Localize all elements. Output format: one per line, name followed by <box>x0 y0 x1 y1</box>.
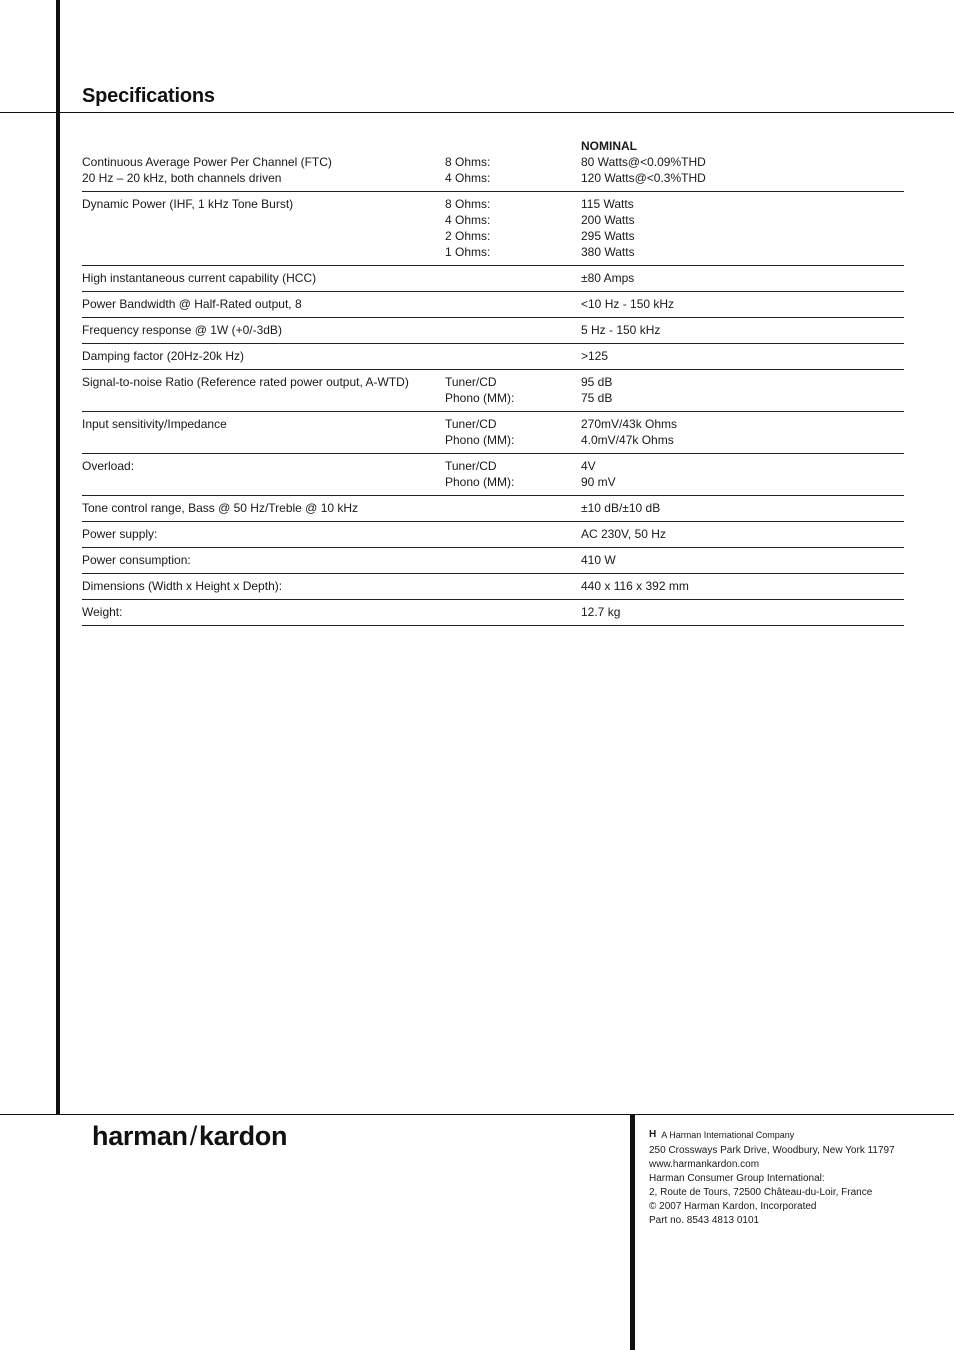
spec-value: 200 Watts <box>581 213 635 227</box>
spec-condition: 8 Ohms: <box>445 155 491 169</box>
spec-row <box>82 574 904 600</box>
logo-slash: / <box>189 1121 197 1151</box>
spec-value: 4.0mV/47k Ohms <box>581 433 674 447</box>
spec-label: Dimensions (Width x Height x Depth): <box>82 579 283 593</box>
address-line: Harman Consumer Group International: <box>649 1173 825 1184</box>
address-line: Part no. 8543 4813 0101 <box>649 1215 760 1226</box>
spec-condition: 2 Ohms: <box>445 229 491 243</box>
spec-value: 90 mV <box>581 475 616 489</box>
spec-value: 410 W <box>581 553 616 567</box>
spec-value: 4V <box>581 459 596 473</box>
spec-condition: Phono (MM): <box>445 475 515 489</box>
spec-value: 75 dB <box>581 391 613 405</box>
company-tag-text: A Harman International Company <box>661 1130 795 1140</box>
spec-value: 80 Watts@<0.09%THD <box>581 155 706 169</box>
spec-value-cell <box>581 270 904 286</box>
spec-row <box>82 192 904 266</box>
spec-row <box>82 370 904 412</box>
spec-label-cell <box>82 458 445 490</box>
spec-label-cell <box>82 552 445 568</box>
spec-condition-cell <box>445 348 581 364</box>
spec-condition-cell <box>445 526 581 542</box>
spec-label-cell <box>82 270 445 286</box>
spec-value: AC 230V, 50 Hz <box>581 527 666 541</box>
spec-condition-cell <box>445 296 581 312</box>
spec-value: ±10 dB/±10 dB <box>581 501 661 515</box>
spec-condition: Phono (MM): <box>445 433 515 447</box>
spec-condition-cell <box>445 458 581 490</box>
spec-value-cell <box>581 578 904 594</box>
spec-label-cell <box>82 196 445 260</box>
spec-condition: 4 Ohms: <box>445 171 491 185</box>
spec-row <box>82 318 904 344</box>
spec-row <box>82 454 904 496</box>
spec-condition: Phono (MM): <box>445 391 515 405</box>
spec-row <box>82 496 904 522</box>
spec-condition-cell <box>445 196 581 260</box>
spec-label: High instantaneous current capability (HCC) <box>82 271 317 285</box>
spec-value: >125 <box>581 349 609 363</box>
spec-condition: Tuner/CD <box>445 417 497 431</box>
company-info <box>649 1128 895 1228</box>
spec-condition-cell <box>445 154 581 186</box>
address-line: www.harmankardon.com <box>649 1159 760 1170</box>
spec-value: 440 x 116 x 392 mm <box>581 579 689 593</box>
column-header-nominal: NOMINAL <box>581 139 637 153</box>
spec-condition-cell <box>445 416 581 448</box>
spec-value-cell <box>581 154 904 186</box>
spec-value: 115 Watts <box>581 197 634 211</box>
spec-label-cell <box>82 296 445 312</box>
spec-label-cell <box>82 578 445 594</box>
spec-row <box>82 548 904 574</box>
spec-label-cell <box>82 348 445 364</box>
address-line: 250 Crossways Park Drive, Woodbury, New York 11797 <box>649 1145 895 1156</box>
company-address <box>649 1144 895 1228</box>
spec-value: 120 Watts@<0.3%THD <box>581 171 706 185</box>
spec-condition-cell <box>445 374 581 406</box>
spec-condition: 8 Ohms: <box>445 197 491 211</box>
left-margin-bar <box>56 0 60 1115</box>
spec-label: Tone control range, Bass @ 50 Hz/Treble @ 10 kHz <box>82 501 359 515</box>
spec-condition-cell <box>445 578 581 594</box>
spec-condition-cell <box>445 322 581 338</box>
spec-condition-cell <box>445 604 581 620</box>
spec-condition: 4 Ohms: <box>445 213 491 227</box>
spec-value: 380 Watts <box>581 245 635 259</box>
spec-label: Overload: <box>82 459 135 473</box>
spec-value-cell <box>581 296 904 312</box>
page-title: Specifications <box>82 85 215 107</box>
spec-row <box>82 522 904 548</box>
spec-label-cell <box>82 154 445 186</box>
company-tagline <box>649 1128 895 1142</box>
logo-left-word: harman <box>92 1121 188 1151</box>
address-line: © 2007 Harman Kardon, Incorporated <box>649 1201 817 1212</box>
spec-value: 5 Hz - 150 kHz <box>581 323 661 337</box>
spec-value: 295 Watts <box>581 229 635 243</box>
spec-label-cell <box>82 322 445 338</box>
address-line: 2, Route de Tours, 72500 Château-du-Loir, France <box>649 1187 873 1198</box>
spec-value-cell <box>581 348 904 364</box>
spec-label-cell <box>82 526 445 542</box>
spec-value-cell <box>581 458 904 490</box>
spec-condition-cell <box>445 500 581 516</box>
spec-value-cell <box>581 374 904 406</box>
spec-value-cell <box>581 552 904 568</box>
spec-label: Weight: <box>82 605 123 619</box>
spec-value: 270mV/43k Ohms <box>581 417 678 431</box>
spec-label: Dynamic Power (IHF, 1 kHz Tone Burst) <box>82 197 294 211</box>
spec-value-cell <box>581 322 904 338</box>
harman-h-icon: H <box>649 1129 657 1140</box>
spec-value: 12.7 kg <box>581 605 621 619</box>
spec-value-cell <box>581 500 904 516</box>
spec-value: 95 dB <box>581 375 613 389</box>
spec-value-cell <box>581 416 904 448</box>
spec-row <box>82 154 904 192</box>
spec-label: Power supply: <box>82 527 158 541</box>
footer-divider-bar <box>630 1114 635 1350</box>
spec-condition: 1 Ohms: <box>445 245 491 259</box>
spec-value: ±80 Amps <box>581 271 635 285</box>
spec-value-cell <box>581 526 904 542</box>
spec-label: Frequency response @ 1W (+0/-3dB) <box>82 323 282 337</box>
spec-row <box>82 412 904 454</box>
spec-label: Damping factor (20Hz-20k Hz) <box>82 349 245 363</box>
footer-rule <box>0 1114 954 1115</box>
spec-value-cell <box>581 196 904 260</box>
spec-condition: Tuner/CD <box>445 459 497 473</box>
spec-label-cell <box>82 500 445 516</box>
spec-label: 20 Hz – 20 kHz, both channels driven <box>82 171 282 185</box>
spec-label-cell <box>82 604 445 620</box>
spec-label: Signal-to-noise Ratio (Reference rated power output, A-WTD) <box>82 375 409 389</box>
spec-value-cell <box>581 604 904 620</box>
title-rule <box>0 112 954 113</box>
spec-condition: Tuner/CD <box>445 375 497 389</box>
spec-row <box>82 344 904 370</box>
spec-label: Input sensitivity/Impedance <box>82 417 227 431</box>
spec-value: <10 Hz - 150 kHz <box>581 297 675 311</box>
spec-label-cell <box>82 416 445 448</box>
spec-label-cell <box>82 374 445 406</box>
spec-condition-cell <box>445 552 581 568</box>
spec-label: Continuous Average Power Per Channel (FTC) <box>82 155 332 169</box>
spec-rows <box>82 154 904 626</box>
spec-label: Power consumption: <box>82 553 191 567</box>
spec-row <box>82 600 904 626</box>
spec-row <box>82 266 904 292</box>
harman-kardon-logo <box>92 1121 287 1152</box>
spec-condition-cell <box>445 270 581 286</box>
spec-label: Power Bandwidth @ Half-Rated output, 8 <box>82 297 302 311</box>
logo-right-word: kardon <box>198 1121 288 1151</box>
spec-row <box>82 292 904 318</box>
